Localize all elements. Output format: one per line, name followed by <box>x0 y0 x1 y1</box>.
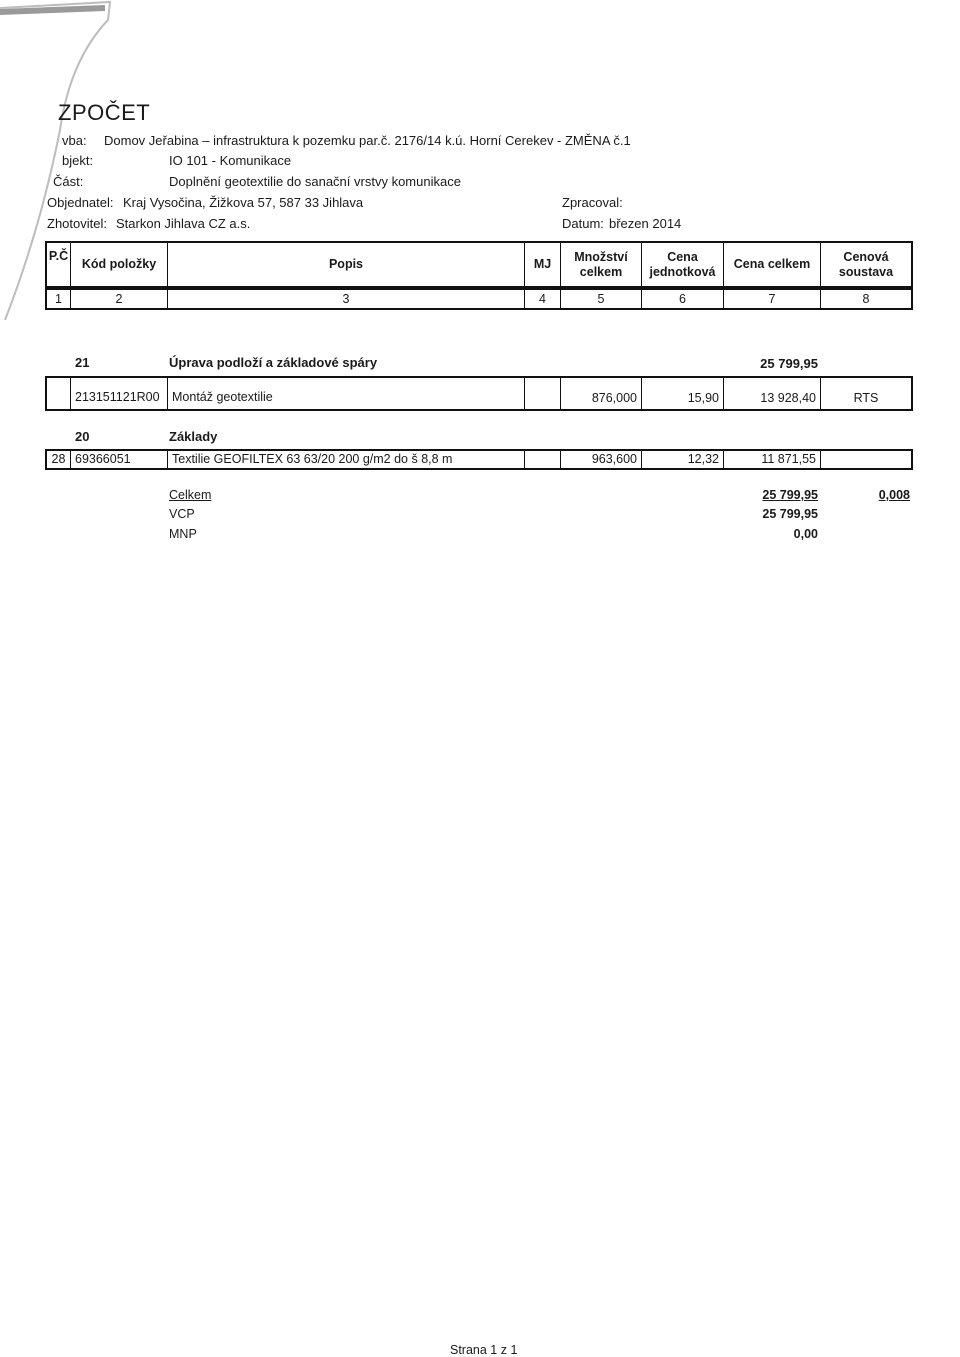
datum-label: Datum: <box>562 216 604 231</box>
row-cena-jedn: 12,32 <box>641 451 723 468</box>
col-header-mj: MJ <box>524 243 560 286</box>
group-code: 20 <box>75 429 90 444</box>
col-header-cena-celkem: Cena celkem <box>723 243 820 286</box>
page-title: ZPOČET <box>58 100 151 125</box>
group-code: 21 <box>75 355 90 370</box>
table-row <box>45 376 913 411</box>
zhotovitel-value: Starkon Jihlava CZ a.s. <box>116 216 251 231</box>
col-header-mnozstvi: Množství celkem <box>560 243 641 286</box>
group-name: Úprava podloží a základové spáry <box>169 355 378 370</box>
col-number-1: 1 <box>55 291 62 306</box>
row-cena-celkem: 13 928,40 <box>723 378 820 409</box>
summary-celkem-extra: 0,008 <box>878 488 910 502</box>
col-number-2: 2 <box>70 290 167 308</box>
col-header-soustava: Cenová soustava <box>820 243 911 286</box>
datum-value: březen 2014 <box>609 216 682 231</box>
col-header-cena-jedn: Cena jednotková <box>641 243 723 286</box>
row-mnozstvi: 876,000 <box>560 378 641 409</box>
summary-vcp-label: VCP <box>169 507 195 521</box>
row-popis: Montáž geotextilie <box>167 378 524 409</box>
summary-mnp-value: 0,00 <box>793 527 818 541</box>
col-number-8: 8 <box>820 290 911 308</box>
cast-label: Část: <box>53 174 84 189</box>
table-header <box>45 241 913 288</box>
row-cena-celkem: 11 871,55 <box>723 451 820 468</box>
table-column-numbers <box>45 288 913 310</box>
col-number-7: 7 <box>723 290 820 308</box>
row-mj <box>524 378 560 409</box>
col-header-pc: P.Č <box>48 249 69 263</box>
zhotovitel-label: Zhotovitel: <box>47 216 107 231</box>
row-popis: Textilie GEOFILTEX 63 63/20 200 g/m2 do š 8,8 m <box>167 451 524 468</box>
group-total: 25 799,95 <box>760 356 818 371</box>
cast-value: Doplnění geotextilie do sanační vrstvy komunikace <box>169 174 461 189</box>
summary-celkem-value: 25 799,95 <box>762 488 818 502</box>
objekt-value: IO 101 - Komunikace <box>169 153 292 168</box>
row-soustava <box>820 451 911 468</box>
objekt-label: bjekt: <box>62 153 94 168</box>
col-number-4: 4 <box>524 290 560 308</box>
row-pc <box>47 378 70 409</box>
zpracoval-label: Zpracoval: <box>562 195 623 210</box>
summary-celkem-label: Celkem <box>169 488 212 502</box>
row-soustava: RTS <box>820 378 911 409</box>
objednatel-label: Objednatel: <box>47 195 114 210</box>
summary-vcp-value: 25 799,95 <box>762 507 818 521</box>
row-kod: 213151121R00 <box>70 378 167 409</box>
col-number-5: 5 <box>560 290 641 308</box>
row-mnozstvi: 963,600 <box>560 451 641 468</box>
objednatel-value: Kraj Vysočina, Žižkova 57, 587 33 Jihlava <box>123 195 364 210</box>
page-number: Strana 1 z 1 <box>450 1343 518 1357</box>
stavba-label: vba: <box>62 133 87 148</box>
stavba-value: Domov Jeřabina – infrastruktura k pozemku par.č. 2176/14 k.ú. Horní Cerekev - ZMĚNA č.1 <box>104 133 631 148</box>
summary-mnp-label: MNP <box>169 527 197 541</box>
col-header-popis: Popis <box>167 243 524 286</box>
row-mj <box>524 451 560 468</box>
row-kod: 69366051 <box>70 451 167 468</box>
group-name: Základy <box>169 429 218 444</box>
row-cena-jedn: 15,90 <box>641 378 723 409</box>
col-number-6: 6 <box>641 290 723 308</box>
col-header-kod: Kód položky <box>70 243 167 286</box>
table-row <box>45 449 913 470</box>
row-pc: 28 <box>51 452 66 466</box>
col-number-3: 3 <box>167 290 524 308</box>
